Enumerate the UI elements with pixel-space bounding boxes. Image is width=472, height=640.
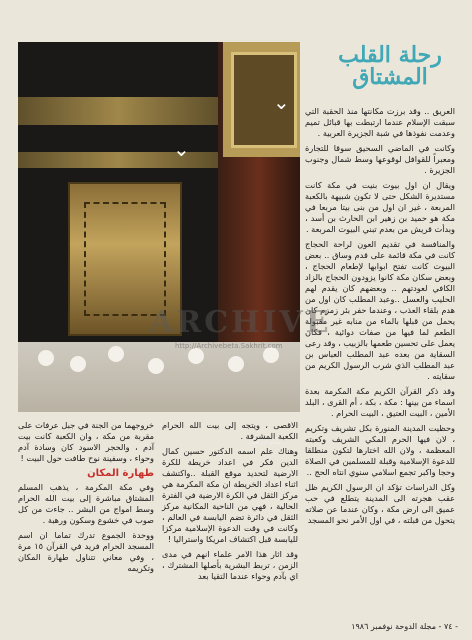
photo-caption: مقام ابراهيم bbox=[250, 439, 281, 446]
paragraph: ويقال ان اول بيوت بنيت في مكة كانت مستديرة الشكل حتى لا تكون شبيهة بالكعبة المربعة ، غير ان اول من بنى بيتا مربعا في مكة هو حميد بن زهير ابن الحارث بن أسد ، وبدأت قريش من بعدم تبني البيوت المربعة . bbox=[305, 180, 455, 234]
paragraph: وفي مكة المكرمة ، يذهب المسلم المشتاق مباشرة إلى بيت الله الحرام وسط امواج من البشر .. جاءت من كل صوب في خشوع وسكون ورهبة . bbox=[18, 482, 154, 525]
middle-column bbox=[162, 420, 298, 610]
right-column bbox=[305, 106, 455, 606]
paragraph: الاقصى ، ويتجه إلى بيت الله الحرام الكعبة المشرفة . bbox=[162, 420, 298, 441]
paragraph: وهناك علم اسمه الدكتور حسين كمال الدين فكر في اعداد خريطة للكرة الارضية لتحديد موقع القبلة ..واكتشف اثناء اعداد الخريطة ان مكة المكرمة هي مركز الثقل في الكرة الارضية في الفترة الحالية ، فهي من الناحية المكانية مركز الثقل في دائرة تضم اليابسة في العالم ، وكانت في وقت الدعوة الإسلامية مركزا لليابسة قبل اكتشاف امريكا واستراليا ! bbox=[162, 446, 298, 544]
paragraph: وقد ذكر القرآن الكريم مكة المكرمة بعدة اسماء من بينها : مكة ، بكة ، أم القرى ، البلد الأمين ، البيت العتيق ، البيت الحرام . bbox=[305, 386, 455, 418]
paragraph: وحظيت المدينة المنورة بكل تشريف وتكريم ، لان فيها الحرم المكي الشريف وكعبته المعظمة ، ولان الله اختارها لتكون منطلقا للدعوة الإسلامية وقبلة للمسلمين في الصلاة وحجا واكبر تجمع اسلامي سنوي انتاه الحج .. bbox=[305, 423, 455, 477]
paragraph: والمنافسة في تقديم العون لراحة الحجاج كانت في مكة قائمة على قدم وساق .. بعض البيوت كانت تفتح ابوابها لإطعام الحجاج ، وبعض سكان مكة كانوا يزودون الحجاج بالزاد الكافي لعودتهم .. وبعضهم كان يقدم لهم الحليب والعسل ..وعبد المطلب كان اول من هدم بلقاء العذب ، وعندما حفر بئر زمزم كان يحمل من قبلها بالماء من منابه غير مقبولة الطعم لما فيها من صفات دوائية ، فكان يعمل على تحسين طعمها بالزبيب ، وقد رعى السقاية من بعده عبد المطلب العباس بن عبد المطلب الذي شرب الرسول الكريم من سقايته . bbox=[305, 239, 455, 381]
paragraph: خروجهما من الجنة في جبل عرفات على مقربة من مكة ، وان الكعبة كانت بيت آدم ، والحجر الاسود كان وسادة آدم وحواء ، وسفينة نوح طافت حول البيت ! bbox=[18, 420, 154, 463]
watermark-url: http://Archivebeta.Sakhrit.com bbox=[175, 342, 283, 350]
article-title: رحلة القلب المشتاق bbox=[338, 42, 442, 90]
page-footer: - ٧٤ - مجلة الدوحة نوفمبر ١٩٨٦ bbox=[351, 622, 458, 631]
door-ornament bbox=[84, 202, 166, 316]
left-column bbox=[18, 420, 154, 610]
paragraph: وكل الدراسات تؤكد ان الرسول الكريم ظل عقب هجرته الى المدينة يتطلع في حب عميق الى ارض مكة ، وكان عندما عن صلاته يتحول من قبلته ، في اول الأمر نحو المسجد bbox=[305, 482, 455, 525]
paragraph: وقد اثار هذا الامر علماء انهم في مدى الزمن ، تربط البشرية بأصلها المشترك ، اي بآدم وحواء عندما التقيا بعد bbox=[162, 549, 298, 581]
bird-icon: ⌄ bbox=[173, 137, 190, 161]
kaaba-wall bbox=[18, 42, 218, 342]
bird-icon: ⌄ bbox=[273, 90, 290, 114]
kiswa-band bbox=[18, 97, 218, 125]
paragraph: وكانت في الماضي السحيق سوقا للتجارة ومعبراً للقوافل لوقوعها وسط شمال وجنوب الجزيرة . bbox=[305, 143, 455, 175]
section-heading: طهارة المكان bbox=[87, 468, 154, 479]
archive-watermark: ARCHIVE bbox=[150, 305, 332, 340]
paragraph: ووحدة الجموع تدرك تماما ان اسم المسجد الحرام فريد في القرآن ١٥ مرة ، وفي معاني تتناول طهارة المكان وتكريمه bbox=[18, 530, 154, 573]
paragraph: العريق .. وقد برزت مكانتها منذ الحقبة التي سبقت الإسلام عندما ارتبطت بها قبائل تميم وعدمت نفوذها في شبة الجزيرة العربية . bbox=[305, 106, 455, 138]
